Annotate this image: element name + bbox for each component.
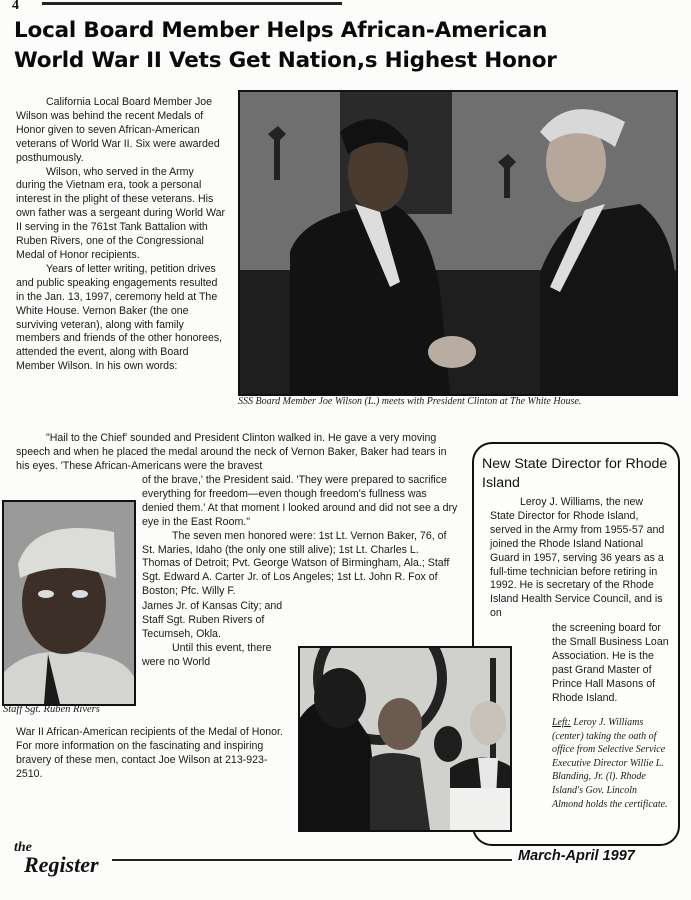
photo-ruben-rivers-image <box>4 502 134 704</box>
article-quote <box>16 432 456 474</box>
headline <box>14 16 684 76</box>
sidebar-text <box>490 496 670 621</box>
issue-date: March-April 1997 <box>518 848 635 864</box>
article-paragraph: Years of letter writing, petition drives and public speaking engagements resulted in the Jan. 13, 1997, ceremony held at The White House. Vernon Baker (the one surviving veteran), along with family members and friends of the other honorees, attended the event, along with Board Member Wilson. In his own words: <box>16 262 223 373</box>
article-closing <box>16 726 292 782</box>
article-quote-continued <box>142 474 458 599</box>
article-column-1 <box>16 96 226 374</box>
photo-caption-main: SSS Board Member Joe Wilson (L.) meets with President Clinton at The White House. <box>238 396 582 407</box>
masthead-register: Register <box>24 852 99 877</box>
article-paragraph: "Hail to the Chief' sounded and President Clinton walked in. He gave a very moving speech and when he placed the medal around the neck of Vernon Baker, Baker had tears in his eyes. 'These African-Americans were the bravest <box>16 432 447 472</box>
photo-wilson-clinton-image <box>240 92 676 394</box>
photo-wilson-clinton <box>238 90 678 396</box>
article-paragraph: James Jr. of Kansas City; and Staff Sgt. Ruben Rivers of Tecumseh, Okla. <box>142 600 283 640</box>
photo-oath-of-office <box>298 646 512 832</box>
caption-text: Leroy J. Williams (center) taking the oath of office from Selective Service Executive Director Willie L. Blanding, Jr. (l). Rhode Island's Gov. Lincoln Almond holds the certificate. <box>552 717 668 810</box>
top-rule <box>42 2 342 5</box>
article-paragraph: The seven men honored were: 1st Lt. Vernon Baker, 76, of St. Maries, Idaho (the only one still alive); 1st Lt. Charles L. Thomas of Detroit; Pvt. George Watson of Birmingham, Ala.; Staff Sgt. Edward A. Carter Jr. of Los Angeles; 1st Lt. John R. Fox of Boston; Pfc. Willy F. <box>142 529 450 598</box>
sidebar-paragraph: Leroy J. Williams, the new State Director for Rhode Island, served in the Army from 1955-57 and joined the Rhode Island National Guard in 1957, serving 36 years as a full-time technician before retiring in 1992. He is secretary of the Rhode Island Health Service Council, and is on <box>490 496 665 620</box>
headline-line-1: Local Board Member Helps African-American <box>14 18 548 43</box>
caption-label: Left: <box>552 717 571 728</box>
page-number: 4 <box>12 0 19 13</box>
footer-rule <box>112 859 512 861</box>
masthead-the: the <box>14 840 32 855</box>
photo-caption-rivers: Staff Sgt. Ruben Rivers <box>3 704 100 715</box>
photo-oath-of-office-image <box>300 648 510 830</box>
article-paragraph: California Local Board Member Joe Wilson was behind the recent Medals of Honor given to seven African-American veterans of World War II. Six were awarded posthumously. <box>16 96 220 164</box>
sidebar-text-narrow <box>552 622 670 705</box>
article-paragraph: Wilson, who served in the Army during the Vietnam era, took a personal interest in the plight of these veterans. His own father was a sergeant during World War II serving in the 761st Tank Battalion with Ruben Rivers, one of the Congressional Medal of Honor recipients. <box>16 165 226 261</box>
article-paragraph: of the brave,' the President said. 'They were prepared to sacrifice everything for freedom—even though freedom's fullness was denied them.' At that moment I looked around and did not see a dry eye in the East Room." <box>142 474 458 528</box>
article-paragraph: Until this event, there were no World <box>142 641 272 668</box>
sidebar-title: New State Director for Rhode Island <box>482 456 668 491</box>
article-narrow-text <box>142 600 292 670</box>
photo-ruben-rivers <box>2 500 136 706</box>
sidebar-paragraph: the screening board for the Small Business Loan Association. He is the past Grand Master of Prince Hall Masons of Rhode Island. <box>552 622 669 704</box>
headline-line-2: World War II Vets Get Nation,s Highest Honor <box>14 48 557 73</box>
sidebar-photo-caption <box>552 716 670 811</box>
article-paragraph: War II African-American recipients of the Medal of Honor. For more information on the fascinating and inspiring bravery of these men, contact Joe Wilson at 213-923-2510. <box>16 726 283 780</box>
